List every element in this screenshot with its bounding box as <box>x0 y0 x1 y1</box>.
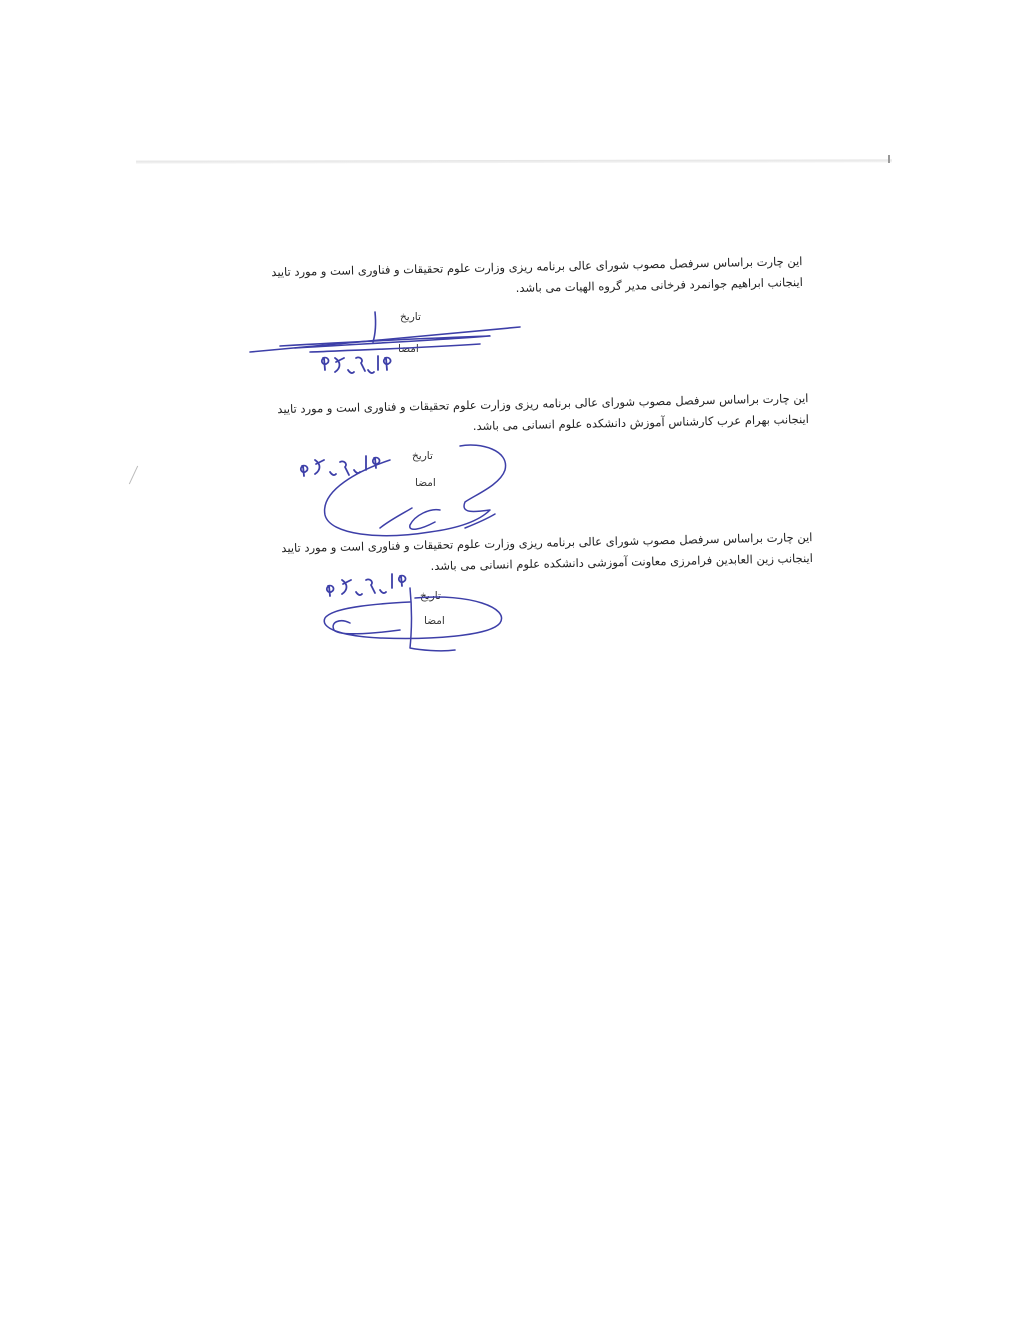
date-label: تاریخ <box>412 450 433 462</box>
handwritten-signature-3 <box>310 568 520 658</box>
date-label: تاریخ <box>400 311 421 323</box>
statement-line-1: این چارت براساس سرفصل مصوب شورای عالی برنامه ریزی وزارت علوم تحقیقات و فناوری است و مورد تایید <box>276 390 809 417</box>
scan-artifact-mark <box>129 466 138 485</box>
statement-line-1: این چارت براساس سرفصل مصوب شورای عالی برنامه ریزی وزارت علوم تحقیقات و فناوری است و مورد تایید <box>270 253 803 280</box>
statement-line-1: این چارت براساس سرفصل مصوب شورای عالی برنامه ریزی وزارت علوم تحقیقات و فناوری است و مورد تایید <box>280 529 813 556</box>
signature-label: امضا <box>398 343 419 355</box>
statement-line-2: اینجانب بهرام عرب کارشناس آموزش دانشکده علوم انسانی می باشد. <box>472 411 809 434</box>
statement-line-2: اینجانب زین العابدین فرامرزی معاونت آموزشی دانشکده علوم انسانی می باشد. <box>430 550 813 573</box>
approval-statement <box>271 251 803 304</box>
scan-corner-mark <box>888 155 890 163</box>
signature-label: امضا <box>415 477 436 489</box>
signature-label: امضا <box>424 615 445 627</box>
scan-page-edge <box>136 159 892 163</box>
approval-statement <box>277 388 809 441</box>
statement-line-2: اینجانب ابراهیم جوانمرد فرخانی مدیر گروه الهیات می باشد. <box>515 274 803 296</box>
handwritten-signature-1 <box>240 300 540 380</box>
date-label: تاریخ <box>420 590 441 602</box>
